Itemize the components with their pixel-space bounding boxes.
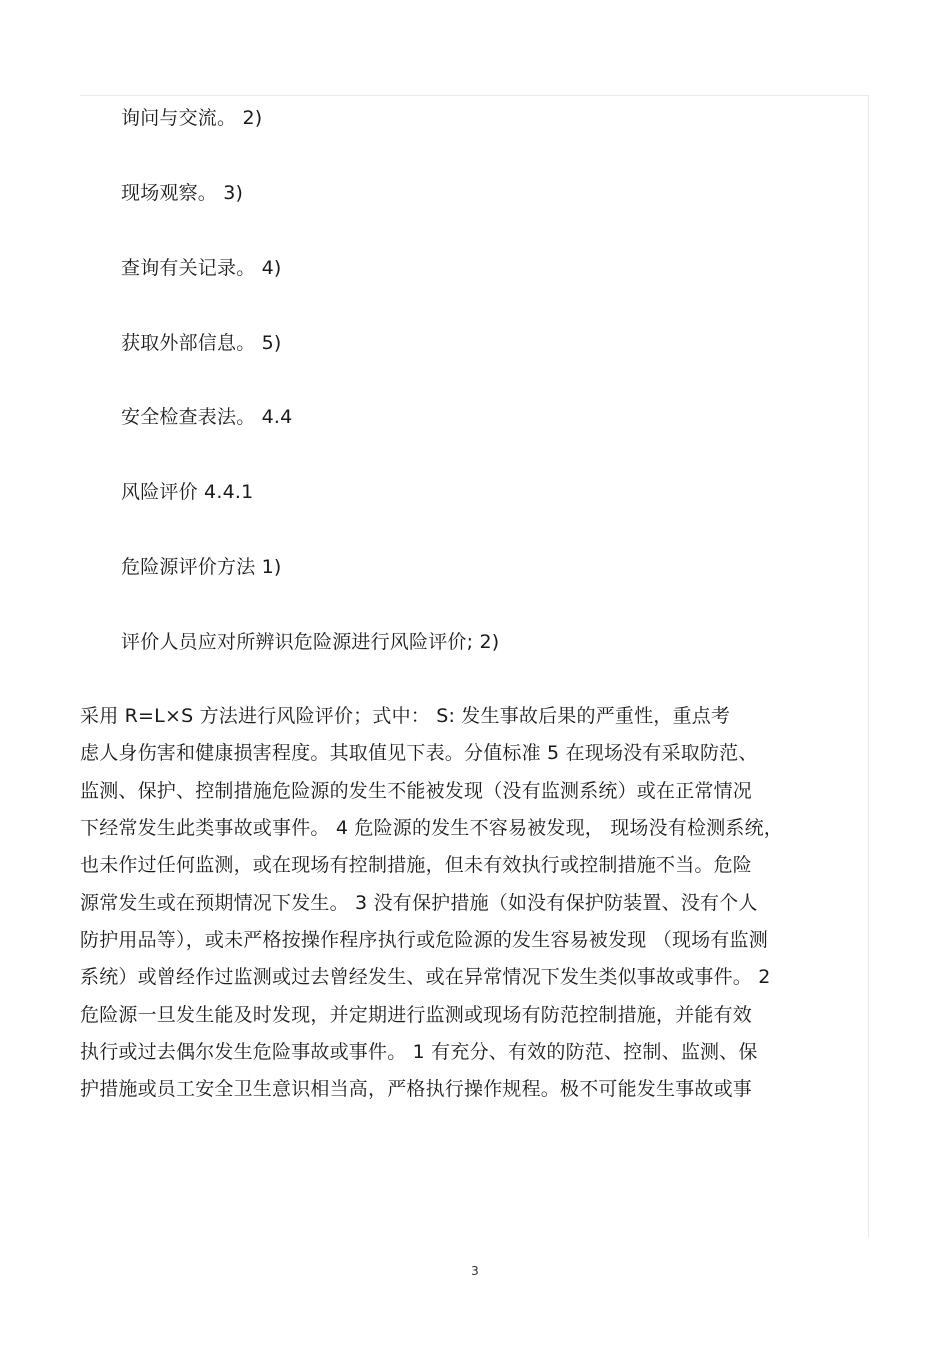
paragraph-line: 下经常发生此类事故或事件。 4 危险源的发生不容易被发现， 现场没有检测系统， (80, 817, 784, 839)
list-item: 风险评价 4.4.1 (121, 481, 254, 503)
list-item: 危险源评价方法 1) (121, 556, 282, 578)
list-item: 评价人员应对所辨识危险源进行风险评价; 2) (121, 631, 500, 653)
paragraph-line: 护措施或员工安全卫生意识相当高，严格执行操作规程。极不可能发生事故或事 (80, 1078, 753, 1100)
paragraph-line: 虑人身伤害和健康损害程度。其取值见下表。分值标准 5 在现场没有采取防范、 (80, 742, 758, 764)
list-item: 获取外部信息。 5) (121, 332, 282, 354)
paragraph-line: 危险源一旦发生能及时发现，并定期进行监测或现场有防范控制措施，并能有效 (80, 1004, 753, 1026)
list-item: 现场观察。 3) (121, 182, 244, 204)
paragraph-line: 采用 R=L×S 方法进行风险评价；式中： S: 发生事故后果的严重性，重点考 (80, 705, 731, 727)
list-item: 安全检查表法。 4.4 (121, 406, 293, 428)
paragraph-line: 执行或过去偶尔发生危险事故或事件。 1 有充分、有效的防范、控制、监测、保 (80, 1041, 758, 1063)
page-number: 3 (471, 1264, 479, 1278)
list-item: 查询有关记录。 4) (121, 257, 282, 279)
paragraph-line: 源常发生或在预期情况下发生。 3 没有保护措施（如没有保护防装置、没有个人 (80, 892, 758, 914)
paragraph-line: 监测、保护、控制措施危险源的发生不能被发现（没有监测系统）或在正常情况 (80, 780, 753, 802)
paragraph-line: 系统）或曾经作过监测或过去曾经发生、或在异常情况下发生类似事故或事件。 2 (80, 966, 771, 988)
paragraph-line: 防护用品等），或未严格按操作程序执行或危险源的发生容易被发现 （现场有监测 (80, 929, 768, 951)
list-item: 询问与交流。 2) (121, 107, 263, 129)
paragraph-line: 也未作过任何监测，或在现场有控制措施，但未有效执行或控制措施不当。危险 (80, 854, 753, 876)
